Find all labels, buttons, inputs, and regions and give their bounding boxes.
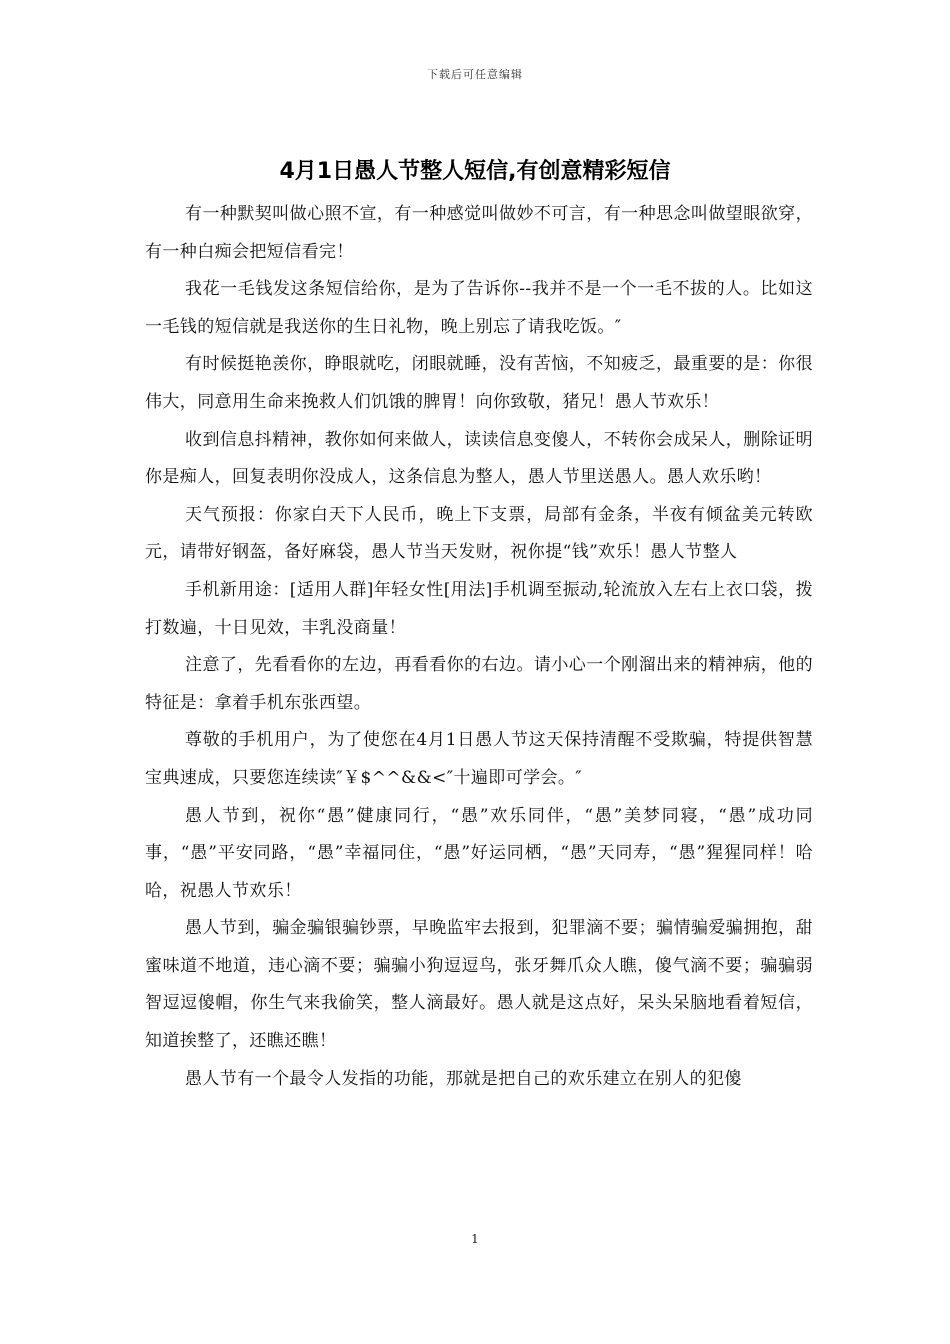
paragraph: 我花一毛钱发这条短信给你，是为了告诉你--我并不是一个一毛不拔的人。比如这一毛钱的短信就是我送你的生日礼物，晚上别忘了请我吃饭。″ bbox=[145, 279, 813, 337]
document-body bbox=[145, 196, 813, 1098]
paragraph: 注意了，先看看你的左边，再看看你的右边。请小心一个刚溜出来的精神病，他的特征是：拿着手机东张西望。 bbox=[145, 655, 813, 713]
page-number: 1 bbox=[471, 1232, 479, 1246]
paragraph: 尊敬的手机用户，为了使您在4月1日愚人节这天保持清醒不受欺骗，特提供智慧宝典速成，只要您连续读″￥$^^&&<″十遍即可学会。″ bbox=[145, 730, 813, 788]
paragraph: 愚人节到，祝你“愚”健康同行，“愚”欢乐同伴，“愚”美梦同寝，“愚”成功同事，“愚”平安同路，“愚”幸福同住，“愚”好运同栖，“愚”天同寿，“愚”猩猩同样！哈哈，祝愚人节欢乐！ bbox=[145, 805, 813, 901]
paragraph: 有一种默契叫做心照不宣，有一种感觉叫做妙不可言，有一种思念叫做望眼欲穿，有一种白痴会把短信看完！ bbox=[145, 204, 813, 262]
paragraph: 愚人节有一个最令人发指的功能，那就是把自己的欢乐建立在别人的犯傻 bbox=[185, 1068, 742, 1089]
paragraph: 愚人节到，骗金骗银骗钞票，早晚监牢去报到，犯罪滴不要；骗情骗爱骗拥抱，甜蜜味道不地道，违心滴不要；骗骗小狗逗逗鸟，张牙舞爪众人瞧，傻气滴不要；骗骗弱智逗逗傻帽，你生气来我偷笑，整人滴最好。愚人就是这点好，呆头呆脑地看着短信，知道挨整了，还瞧还瞧！ bbox=[145, 918, 813, 1052]
header-note: 下载后可任意编辑 bbox=[427, 68, 523, 81]
paragraph: 手机新用途：[适用人群]年轻女性[用法]手机调至振动,轮流放入左右上衣口袋，拨打数遍，十日见效，丰乳没商量！ bbox=[145, 579, 813, 638]
paragraph: 收到信息抖精神，教你如何来做人，读读信息变傻人，不转你会成呆人，删除证明你是痴人，回复表明你没成人，这条信息为整人，愚人节里送愚人。愚人欢乐哟！ bbox=[145, 429, 813, 488]
document-title: 4月1日愚人节整人短信,有创意精彩短信 bbox=[279, 159, 671, 184]
paragraph: 有时候挺艳羡你，睁眼就吃，闭眼就睡，没有苦恼，不知疲乏，最重要的是：你很伟大，同意用生命来挽救人们饥饿的脾胃！向你致敬，猪兄！愚人节欢乐！ bbox=[145, 354, 813, 412]
paragraph: 天气预报：你家白天下人民币，晚上下支票，局部有金条，半夜有倾盆美元转欧元，请带好钢盔，备好麻袋，愚人节当天发财，祝你提“钱”欢乐！愚人节整人 bbox=[145, 504, 813, 563]
